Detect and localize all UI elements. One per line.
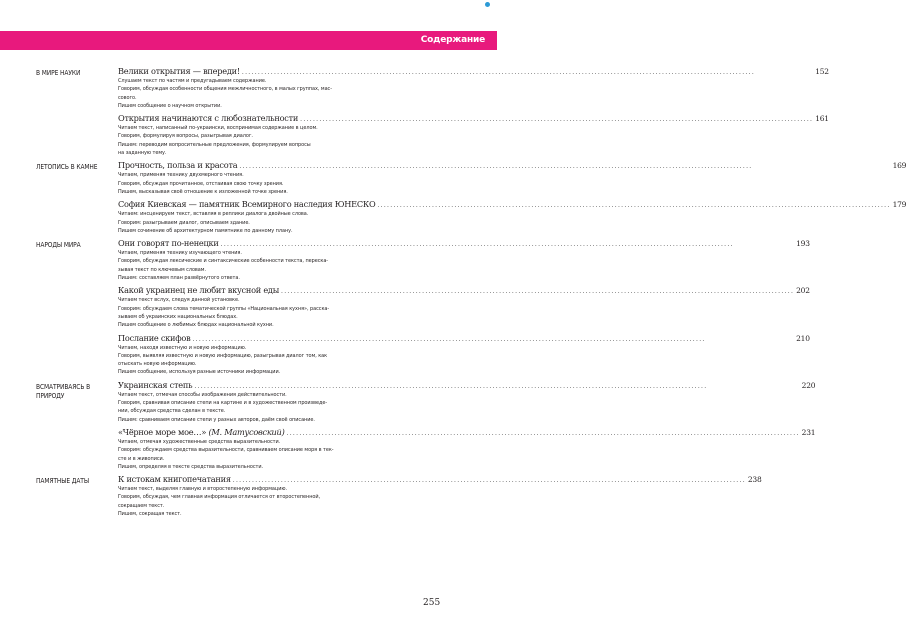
- entry-description-line: Говорим: обсуждаем слова тематической группы «Национальная кухня», расска-: [118, 305, 330, 312]
- logo-mark-icon: [485, 2, 490, 7]
- entry-title-row[interactable]: [118, 333, 810, 344]
- toc-entry: [118, 238, 810, 282]
- entry-title: [118, 285, 279, 296]
- entry-description-line: сокращаем текст.: [118, 502, 165, 509]
- section-entries: [118, 66, 829, 160]
- entry-description-line: Говорим, выявляя известную и новую информацию, разыгрывая диалог том, как: [118, 352, 328, 359]
- entry-title-row[interactable]: [118, 199, 906, 210]
- entry-description-line: Пишем: составляем план развёрнутого ответа.: [118, 275, 240, 282]
- entry-description-line: Говорим: разыгрываем диалог, описываем здание.: [118, 219, 250, 226]
- section-label: НАРОДЫ МИРА: [36, 241, 81, 250]
- entry-title: [118, 238, 219, 249]
- toc-entry: [118, 113, 829, 157]
- dot-leader: ................................................................................................................................................................: [192, 335, 706, 343]
- section-label: В МИРЕ НАУКИ: [36, 69, 81, 77]
- entry-title-row[interactable]: [118, 285, 810, 296]
- entry-title: [118, 66, 240, 77]
- section-label: ЛЕТОПИСЬ В КАМНЕ: [36, 163, 98, 172]
- entry-description-line: Говорим, сравнивая описание степи на картине и в художественном произведе-: [118, 400, 328, 407]
- entry-title: [118, 427, 285, 438]
- entry-title: [118, 333, 190, 344]
- entry-description-line: Читаем, отмечая художественные средства выразительности.: [118, 438, 281, 445]
- entry-title-row[interactable]: [118, 380, 815, 391]
- section-entries: [118, 160, 906, 238]
- entry-page-number: 193: [796, 239, 810, 249]
- entry-title-row[interactable]: [118, 113, 829, 124]
- entry-description-line: Говорим, обсуждая особенности общения межличностного, в малых группах, мас-: [118, 86, 332, 93]
- entry-description-line: Пишем: переводим вопросительные предложения, формулируем вопросы: [118, 141, 311, 148]
- entry-title-row[interactable]: [118, 238, 810, 249]
- dot-leader: ................................................................................................................................................................: [241, 69, 756, 76]
- entry-description-line: Пишем, сокращая текст.: [118, 510, 182, 517]
- entry-page-number: 161: [815, 114, 829, 124]
- entry-description-line: Говорим, обсуждая лексические и синтаксические особенности текста, переска-: [118, 258, 329, 265]
- entry-description-line: Читаем текст, выделяя главную и второстепенную информацию.: [118, 486, 287, 493]
- entry-title-text: К истокам книгопечатания: [118, 474, 231, 485]
- entry-page-number: 238: [747, 475, 762, 485]
- entry-description-line: Пишем сообщение о научном открытии.: [118, 102, 222, 109]
- entry-description-line: Читаем, находя известную и новую информацию.: [118, 344, 247, 351]
- entry-title: [118, 199, 375, 210]
- entry-description-line: Говорим, обсуждая, чем главная информация отличается от второстепенной,: [118, 494, 321, 501]
- dot-leader: ................................................................................................................................................................: [377, 202, 891, 210]
- entry-title-text: Прочность, польза и красота: [118, 160, 238, 171]
- entry-description-line: Пишем сообщение о любимых блюдах национальной кухни.: [118, 322, 274, 329]
- dot-leader: ................................................................................................................................................................: [286, 429, 800, 437]
- toc-section: [36, 238, 810, 380]
- entry-description-line: Читаем: инсценируем текст, вставляя в реплики диалога двойные слова.: [118, 211, 309, 218]
- entry-title-text: Открытия начинаются с любознательности: [118, 113, 299, 124]
- entry-title-text: София Киевская — памятник Всемирного наследия ЮНЕСКО: [118, 199, 376, 210]
- entry-description-line: Читаем текст, написанный по-украински, воспринимая содержание в целом.: [118, 125, 318, 132]
- entry-description-line: зываем об украинских национальных блюдах.: [118, 313, 238, 320]
- toc-entry: [118, 474, 761, 518]
- entry-title: [118, 113, 298, 124]
- entry-title-row[interactable]: [118, 474, 761, 485]
- entry-description-line: отыскать новую информацию.: [118, 361, 197, 368]
- entry-title-author: (М. Матусовский): [208, 426, 285, 437]
- entry-description-line: Пишем, высказывая своё отношение к изложенной точке зрения.: [118, 188, 288, 195]
- entry-title-text: Украинская степь: [118, 379, 193, 390]
- section-entries: [118, 380, 815, 474]
- page-number: 255: [423, 598, 441, 608]
- entry-description-line: Говорим, формулируя вопросы, разыгрывая диалог.: [118, 133, 253, 140]
- toc-entry: [118, 160, 906, 196]
- entry-page-number: 202: [796, 286, 810, 296]
- toc-entry: [118, 333, 810, 377]
- dot-leader: ................................................................................................................................................................: [300, 116, 814, 124]
- entry-title-text: Какой украинец не любит вкусной еды: [118, 285, 279, 296]
- entry-description-line: Пишем: сравниваем описание степи у разных авторов, даём своё описание.: [118, 416, 315, 423]
- publisher-logo: [480, 2, 494, 11]
- dot-leader: ................................................................................................................................................................: [281, 288, 795, 296]
- toc-entry: [118, 285, 810, 329]
- entry-title-text: Велики открытия — впереди!: [118, 66, 240, 76]
- entry-page-number: 220: [801, 380, 816, 390]
- entry-description-line: Слушаем текст по частям и предугадываем содержание.: [118, 78, 267, 84]
- table-of-contents: [36, 66, 906, 521]
- entry-description-line: Пишем, определяя в тексте средства выразительности.: [118, 463, 264, 470]
- entry-description-line: сового.: [118, 94, 137, 101]
- section-label: ВСМАТРИВАЯСЬ В ПРИРОДУ: [36, 382, 91, 400]
- entry-description-line: Пишем сочинение об архитектурном памятнике по данному плану.: [118, 227, 293, 234]
- entry-page-number: 169: [892, 161, 906, 171]
- toc-section: [36, 66, 829, 160]
- toc-entry: [118, 199, 906, 235]
- page-title: Содержание: [420, 35, 485, 45]
- entry-page-number: 179: [892, 200, 906, 210]
- entry-page-number: 231: [801, 427, 816, 437]
- dot-leader: ................................................................................................................................................................: [220, 241, 734, 249]
- entry-title-row[interactable]: [118, 160, 906, 171]
- dot-leader: ................................................................................................................................................................: [232, 477, 746, 485]
- section-entries: [118, 238, 810, 380]
- toc-entry: [118, 66, 829, 110]
- entry-description-line: нии, обсуждая средства сделан в тексте.: [118, 408, 226, 415]
- section-entries: [118, 474, 761, 521]
- toc-section: [36, 379, 816, 474]
- entry-description-line: Читаем, применяя технику двухмерного чтения.: [118, 172, 244, 179]
- header-bar: [0, 31, 497, 50]
- toc-section: [36, 160, 906, 238]
- entry-description-line: зывая текст по ключевым словам.: [118, 266, 206, 273]
- entry-description-line: сте и в живописи.: [118, 455, 165, 462]
- entry-page-number: 152: [815, 67, 829, 76]
- entry-description-line: Говорим, обсуждая прочитанное, отстаивая свою точку зрения.: [118, 180, 284, 187]
- entry-title-row[interactable]: [118, 66, 829, 77]
- toc-entry: [118, 380, 815, 424]
- entry-description-line: Читаем, применяя технику изучающего чтения.: [118, 250, 242, 257]
- entry-title-row[interactable]: [118, 427, 815, 438]
- entry-description-line: Говорим: обсуждаем средства выразительности, сравниваем описание моря в тек-: [118, 447, 334, 454]
- entry-title: [118, 380, 192, 391]
- entry-description-line: Пишем сообщение, используя разные источники информации.: [118, 369, 281, 376]
- entry-title: [118, 160, 237, 171]
- toc-section: [36, 474, 762, 521]
- toc-entry: [118, 427, 815, 471]
- entry-title-text: Они говорят по-ненецки: [118, 238, 219, 249]
- section-label: ПАМЯТНЫЕ ДАТЫ: [36, 477, 89, 486]
- entry-title: [118, 474, 231, 485]
- dot-leader: ................................................................................................................................................................: [194, 382, 708, 390]
- dot-leader: ................................................................................................................................................................: [239, 163, 753, 171]
- entry-title-text: Послание скифов: [118, 332, 191, 343]
- entry-description-line: Читаем текст вслух, следуя данной установке.: [118, 297, 240, 304]
- entry-page-number: 210: [796, 333, 810, 343]
- entry-description-line: Читаем текст, отмечая способы изображения действительности.: [118, 391, 287, 398]
- entry-description-line: на заданную тему.: [118, 150, 167, 157]
- entry-title-text: «Чёрное море мое…»: [118, 426, 207, 437]
